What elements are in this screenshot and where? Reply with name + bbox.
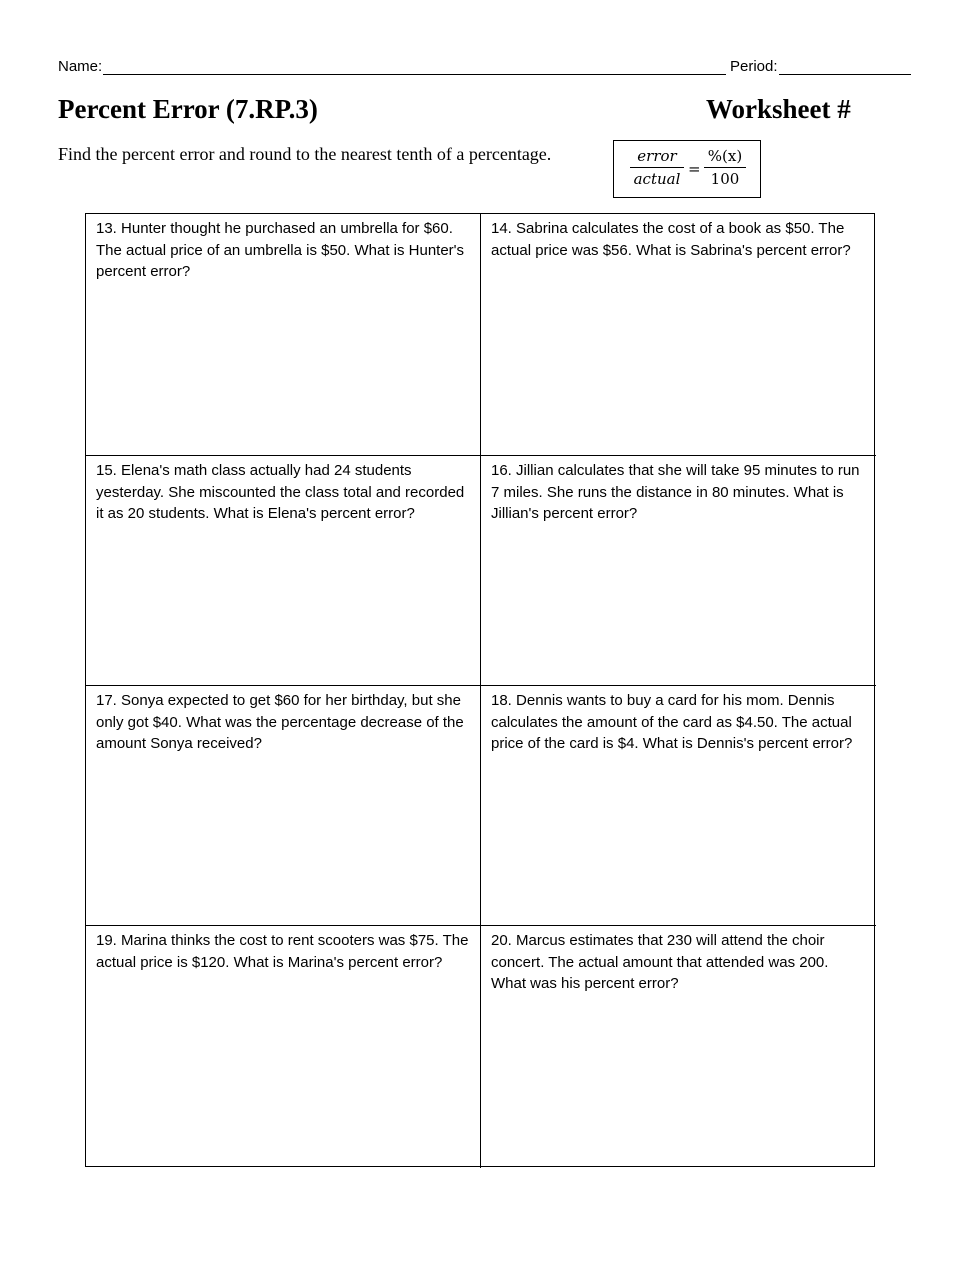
name-label: Name: [58, 58, 103, 75]
name-blank-line[interactable] [103, 60, 726, 75]
problem-cell-18[interactable] [481, 686, 876, 926]
problem-cell-19[interactable] [86, 926, 481, 1168]
formula-right-fraction [704, 147, 746, 188]
period-blank-line[interactable] [779, 60, 911, 75]
problem-grid [85, 213, 875, 1167]
formula-left-denominator: actual [633, 170, 681, 188]
problem-cell-14[interactable] [481, 214, 876, 456]
problem-text-13: 13. Hunter thought he purchased an umbrella for $60. The actual price of an umbrella is $50. What is Hunter's percent error? [96, 220, 465, 280]
problem-text-14: 14. Sabrina calculates the cost of a book as $50. The actual price was $56. What is Sabrina's percent error? [491, 220, 851, 259]
problem-cell-13[interactable] [86, 214, 481, 456]
problem-text-19: 19. Marina thinks the cost to rent scooters was $75. The actual price is $120. What is Marina's percent error? [96, 932, 469, 971]
formula-box [613, 140, 761, 198]
problem-text-20: 20. Marcus estimates that 230 will attend the choir concert. The actual amount that attended was 200. What was his percent error? [491, 932, 829, 992]
formula-left-numerator: error [630, 147, 684, 168]
formula-equals-sign: = [688, 160, 701, 178]
worksheet-number-label: Worksheet # [706, 94, 851, 124]
problem-text-17: 17. Sonya expected to get $60 for her birthday, but she only got $40. What was the percentage decrease of the amount Sonya received? [96, 692, 464, 752]
problem-cell-15[interactable] [86, 456, 481, 686]
header-line [58, 58, 918, 80]
period-field[interactable] [730, 58, 911, 75]
instruction-text: Find the percent error and round to the nearest tenth of a percentage. [58, 144, 552, 164]
formula-left-fraction [630, 147, 684, 188]
period-label: Period: [730, 58, 778, 75]
problem-text-15: 15. Elena's math class actually had 24 students yesterday. She miscounted the class total and recorded it as 20 students. What is Elena's percent error? [96, 462, 465, 522]
problem-text-16: 16. Jillian calculates that she will take 95 minutes to run 7 miles. She runs the distance in 80 minutes. What is Jillian's percent error? [491, 462, 860, 522]
problem-text-18: 18. Dennis wants to buy a card for his mom. Dennis calculates the amount of the card as $4.50. The actual price of the card is $4. What is Dennis's percent error? [491, 692, 853, 752]
formula-right-numerator: %(x) [704, 147, 746, 168]
name-field[interactable] [58, 58, 726, 75]
problem-cell-16[interactable] [481, 456, 876, 686]
formula-right-denominator: 100 [710, 170, 740, 188]
problem-cell-17[interactable] [86, 686, 481, 926]
worksheet-title: Percent Error (7.RP.3) [58, 94, 318, 124]
problem-cell-20[interactable] [481, 926, 876, 1168]
